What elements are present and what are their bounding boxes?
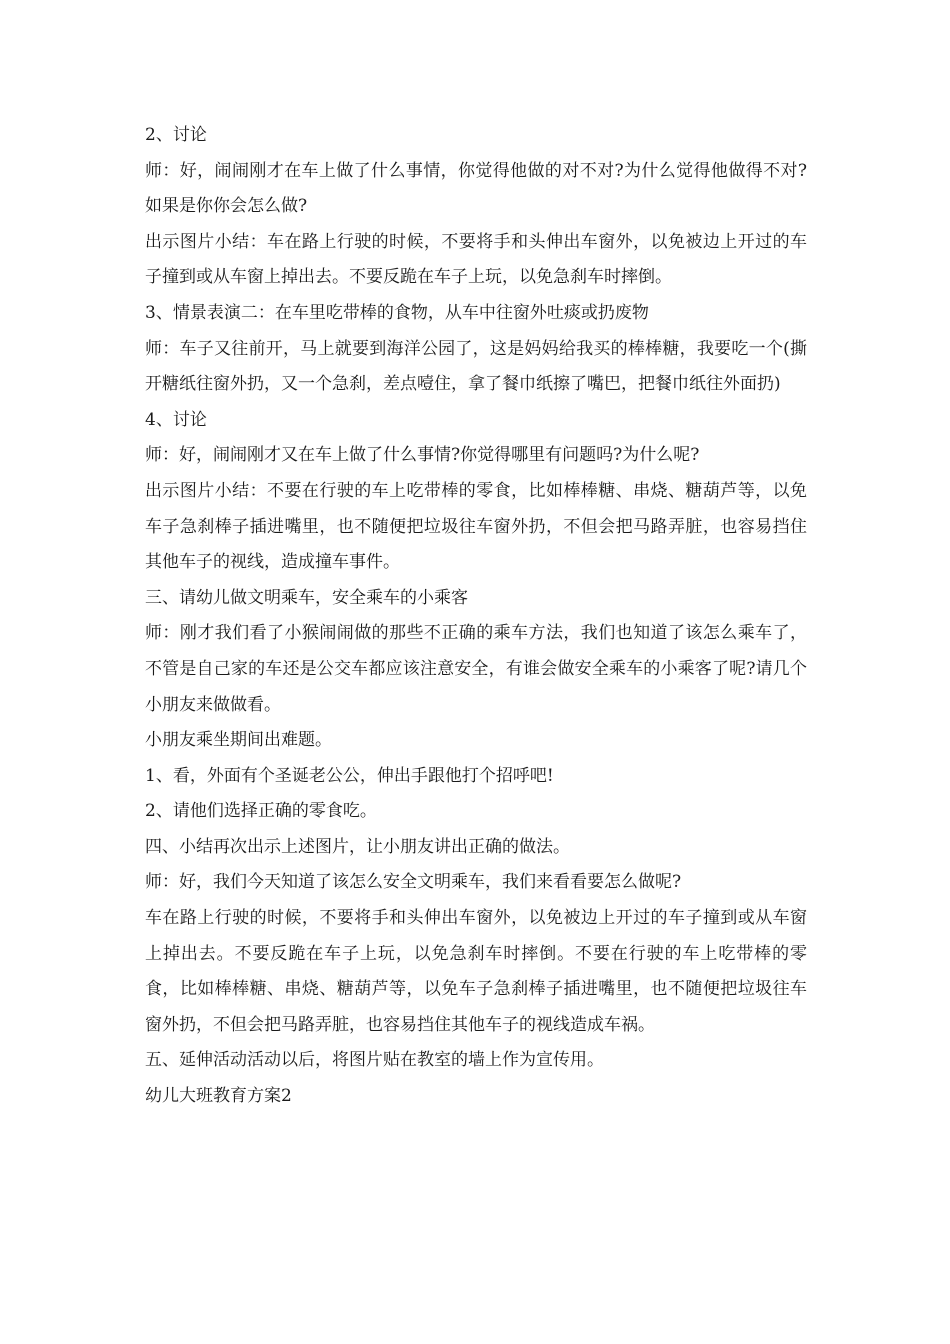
paragraph: 车在路上行驶的时候，不要将手和头伸出车窗外，以免被边上开过的车子撞到或从车窗上掉出去。不要反跪在车子上玩，以免急刹车时摔倒。不要在行驶的车上吃带棒的零食，比如棒棒糖、串烧、糖葫芦等，以免车子急刹棒子插进嘴里，也不随便把垃圾往车窗外扔，不但会把马路弄脏，也容易挡住其他车子的视线造成车祸。: [145, 908, 807, 1035]
paragraph-heading-discussion-2: 2、讨论: [145, 125, 207, 145]
section-heading-4: 四、小结再次出示上述图片，让小朋友讲出正确的做法。: [145, 836, 570, 857]
paragraph-heading-scene-3: 3、情景表演二：在车里吃带棒的食物，从车中往窗外吐痰或扔废物: [145, 302, 649, 323]
paragraph-heading-discussion-4: 4、讨论: [145, 409, 207, 430]
list-item: 1、看，外面有个圣诞老公公，伸出手跟他打个招呼吧!: [145, 765, 554, 786]
paragraph: 师：刚才我们看了小猴闹闹做的那些不正确的乘车方法，我们也知道了该怎么乘车了，不管是自己家的车还是公交车都应该注意安全，有谁会做安全乘车的小乘客了呢?请几个小朋友来做做看。: [145, 623, 807, 715]
list-item: 2、请他们选择正确的零食吃。: [145, 801, 377, 822]
document-title-next: 幼儿大班教育方案2: [145, 1086, 292, 1107]
paragraph: 师：好，我们今天知道了该怎么安全文明乘车，我们来看看要怎么做呢?: [145, 872, 682, 893]
paragraph: 出示图片小结：车在路上行驶的时候，不要将手和头伸出车窗外，以免被边上开过的车子撞到或从车窗上掉出去。不要反跪在车子上玩，以免急刹车时摔倒。: [145, 231, 807, 288]
paragraph: 小朋友乘坐期间出难题。: [145, 730, 332, 751]
paragraph: 师：好，闹闹刚才在车上做了什么事情，你觉得他做的对不对?为什么觉得他做得不对?如果是你你会怎么做?: [145, 160, 807, 217]
section-heading-5: 五、延伸活动活动以后，将图片贴在教室的墙上作为宣传用。: [145, 1050, 604, 1071]
paragraph: 出示图片小结：不要在行驶的车上吃带棒的零食，比如棒棒糖、串烧、糖葫芦等，以免车子急刹棒子插进嘴里，也不随便把垃圾往车窗外扔，不但会把马路弄脏，也容易挡住其他车子的视线，造成撞车事件。: [145, 480, 807, 573]
document-body: [145, 118, 807, 1115]
section-heading-3: 三、请幼儿做文明乘车，安全乘车的小乘客: [145, 587, 468, 608]
paragraph: 师：好，闹闹刚才又在车上做了什么事情?你觉得哪里有问题吗?为什么呢?: [145, 445, 700, 466]
paragraph: 师：车子又往前开，马上就要到海洋公园了，这是妈妈给我买的棒棒糖，我要吃一个(撕开糖纸往窗外扔，又一个急刹，差点噎住，拿了餐巾纸擦了嘴巴，把餐巾纸往外面扔): [145, 338, 807, 395]
